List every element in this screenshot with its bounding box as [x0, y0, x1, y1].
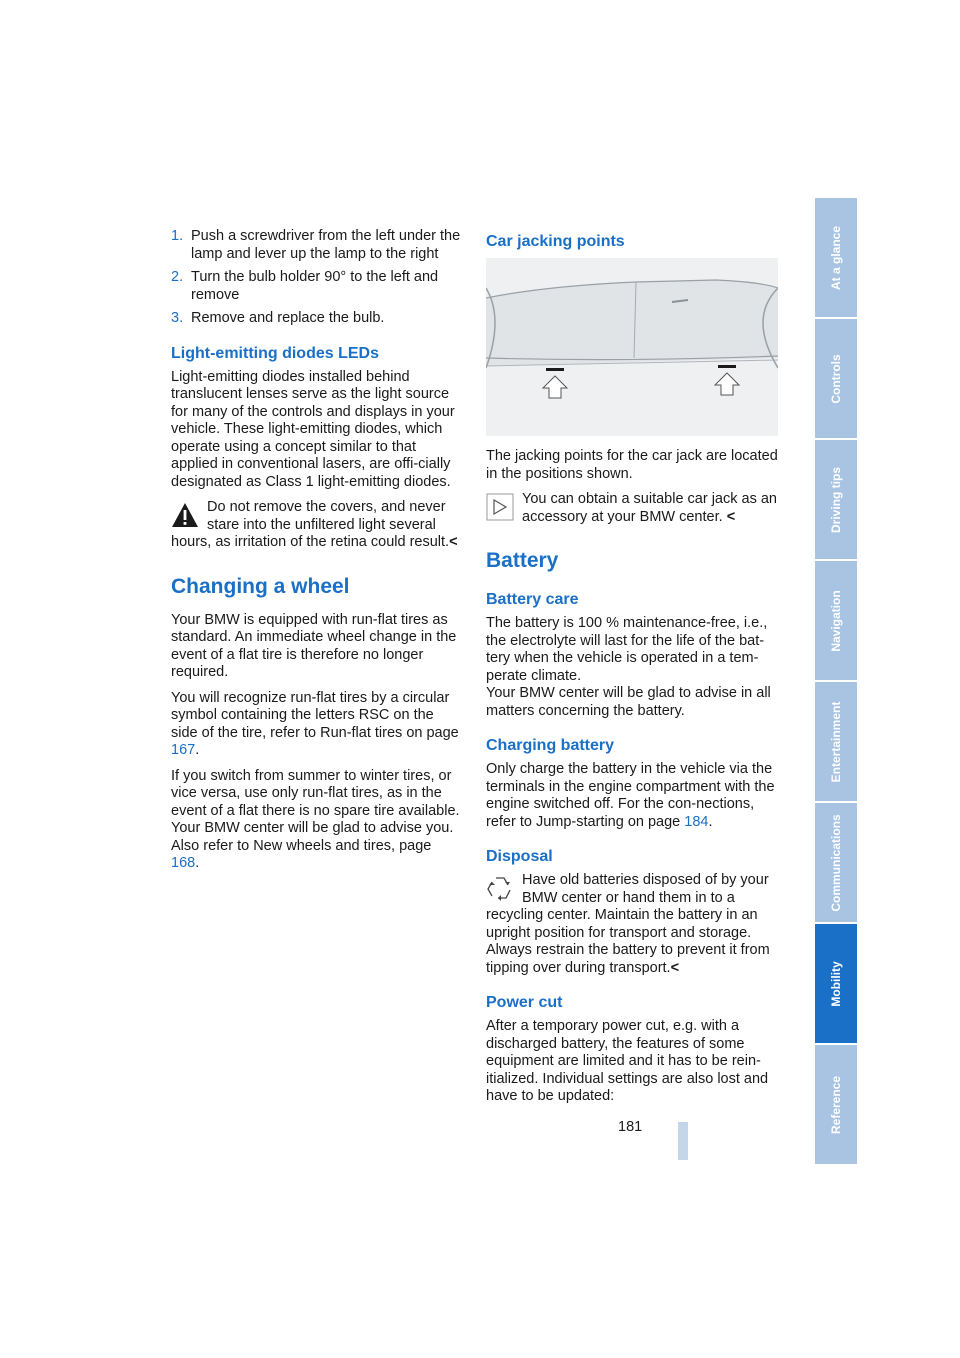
- charging-text: Only charge the battery in the vehicle via the terminals in the engine compartment with the engine switched off. For the con-nections, refer to Jump-starting on page 184.: [486, 761, 775, 830]
- warning-triangle-icon: [171, 501, 199, 529]
- charging-battery-heading: Charging battery: [486, 737, 615, 754]
- instruction-steps: [171, 228, 462, 328]
- disposal-note: Have old batteries disposed of by your BMW center or hand them in to a recycling center. Maintain the battery in an upright position for transport and storage. Always restrain the battery to prevent it from tipping over during transport.<: [486, 872, 770, 976]
- step-item: 1. Push a screwdriver from the left under the lamp and lever up the lamp to the right: [171, 228, 461, 262]
- led-heading: Light-emitting diodes LEDs: [171, 344, 379, 362]
- tab-at-a-glance[interactable]: At a glance: [815, 198, 857, 317]
- tab-driving-tips[interactable]: Driving tips: [815, 440, 857, 559]
- recycling-icon: [486, 874, 514, 902]
- battery-care-text: The battery is 100 % maintenance-free, i.e., the electrolyte will last for the life of the bat-tery when the vehicle is operated in a tem-perate climate. Your BMW center will be glad to advise in all matters concerning the battery.: [486, 615, 771, 719]
- battery-care-heading: Battery care: [486, 591, 579, 608]
- wheel-paragraph-2: You will recognize run-flat tires by a circular symbol containing the letters RSC on the side of the tire, refer to Run-flat tires on page 167.: [171, 689, 459, 758]
- car-side-illustration: [486, 258, 778, 436]
- section-tabs: [815, 198, 857, 1166]
- led-text: Light-emitting diodes installed behind translucent lenses serve as the light source for many of the controls and displays in your vehicle. These light-emitting diodes, which operate using a concept similar to that applied in conventional lasers, are offi-cially designated as Class 1 light-emitting diodes.: [171, 368, 455, 490]
- page-link-168[interactable]: 168: [171, 855, 196, 871]
- wheel-paragraph-1: Your BMW is equipped with run-flat tires as standard. An immediate wheel change in the event of a flat tire is therefore no longer required.: [171, 611, 457, 680]
- disposal-heading: Disposal: [486, 848, 553, 865]
- tab-mobility[interactable]: Mobility: [815, 924, 857, 1043]
- step-item: 3. Remove and replace the bulb.: [171, 310, 385, 326]
- page-number-bar: [678, 1122, 688, 1160]
- power-cut-heading: Power cut: [486, 994, 563, 1011]
- note-marker-icon: [486, 493, 514, 521]
- tab-reference[interactable]: Reference: [815, 1045, 857, 1164]
- warning-note: Do not remove the covers, and never stare into the unfiltered light several hours, as irritation of the retina could result.<: [171, 499, 458, 550]
- jacking-points-text: The jacking points for the car jack are located in the positions shown.: [486, 448, 778, 482]
- left-column: [171, 228, 462, 881]
- power-cut-text: After a temporary power cut, e.g. with a discharged battery, the features of some equipment are limited and it has to be rein-itialized. Individual settings are also lost and have to be updated:: [486, 1018, 769, 1104]
- wheel-paragraph-3: If you switch from summer to winter tires, or vice versa, use only run-flat tires, as in the event of a flat there is no spare tire available. Your BMW center will be glad to advise you. Also refer to New wheels and tires, page 168.: [171, 767, 460, 871]
- page-link-184[interactable]: 184: [684, 813, 709, 830]
- changing-wheel-heading: Changing a wheel: [171, 574, 350, 598]
- battery-heading: Battery: [486, 549, 559, 572]
- jack-note: You can obtain a suitable car jack as an accessory at your BMW center. <: [486, 491, 782, 526]
- step-item: 2. Turn the bulb holder 90° to the left and remove: [171, 269, 439, 303]
- page-link-167[interactable]: 167: [171, 742, 196, 758]
- car-jacking-figure: [486, 258, 778, 436]
- tab-entertainment[interactable]: Entertainment: [815, 682, 857, 801]
- tab-navigation[interactable]: Navigation: [815, 561, 857, 680]
- tab-communications[interactable]: Communications: [815, 803, 857, 922]
- tab-controls[interactable]: Controls: [815, 319, 857, 438]
- page-number: 181: [618, 1119, 643, 1135]
- right-column: [486, 228, 782, 1114]
- jacking-points-heading: Car jacking points: [486, 233, 625, 250]
